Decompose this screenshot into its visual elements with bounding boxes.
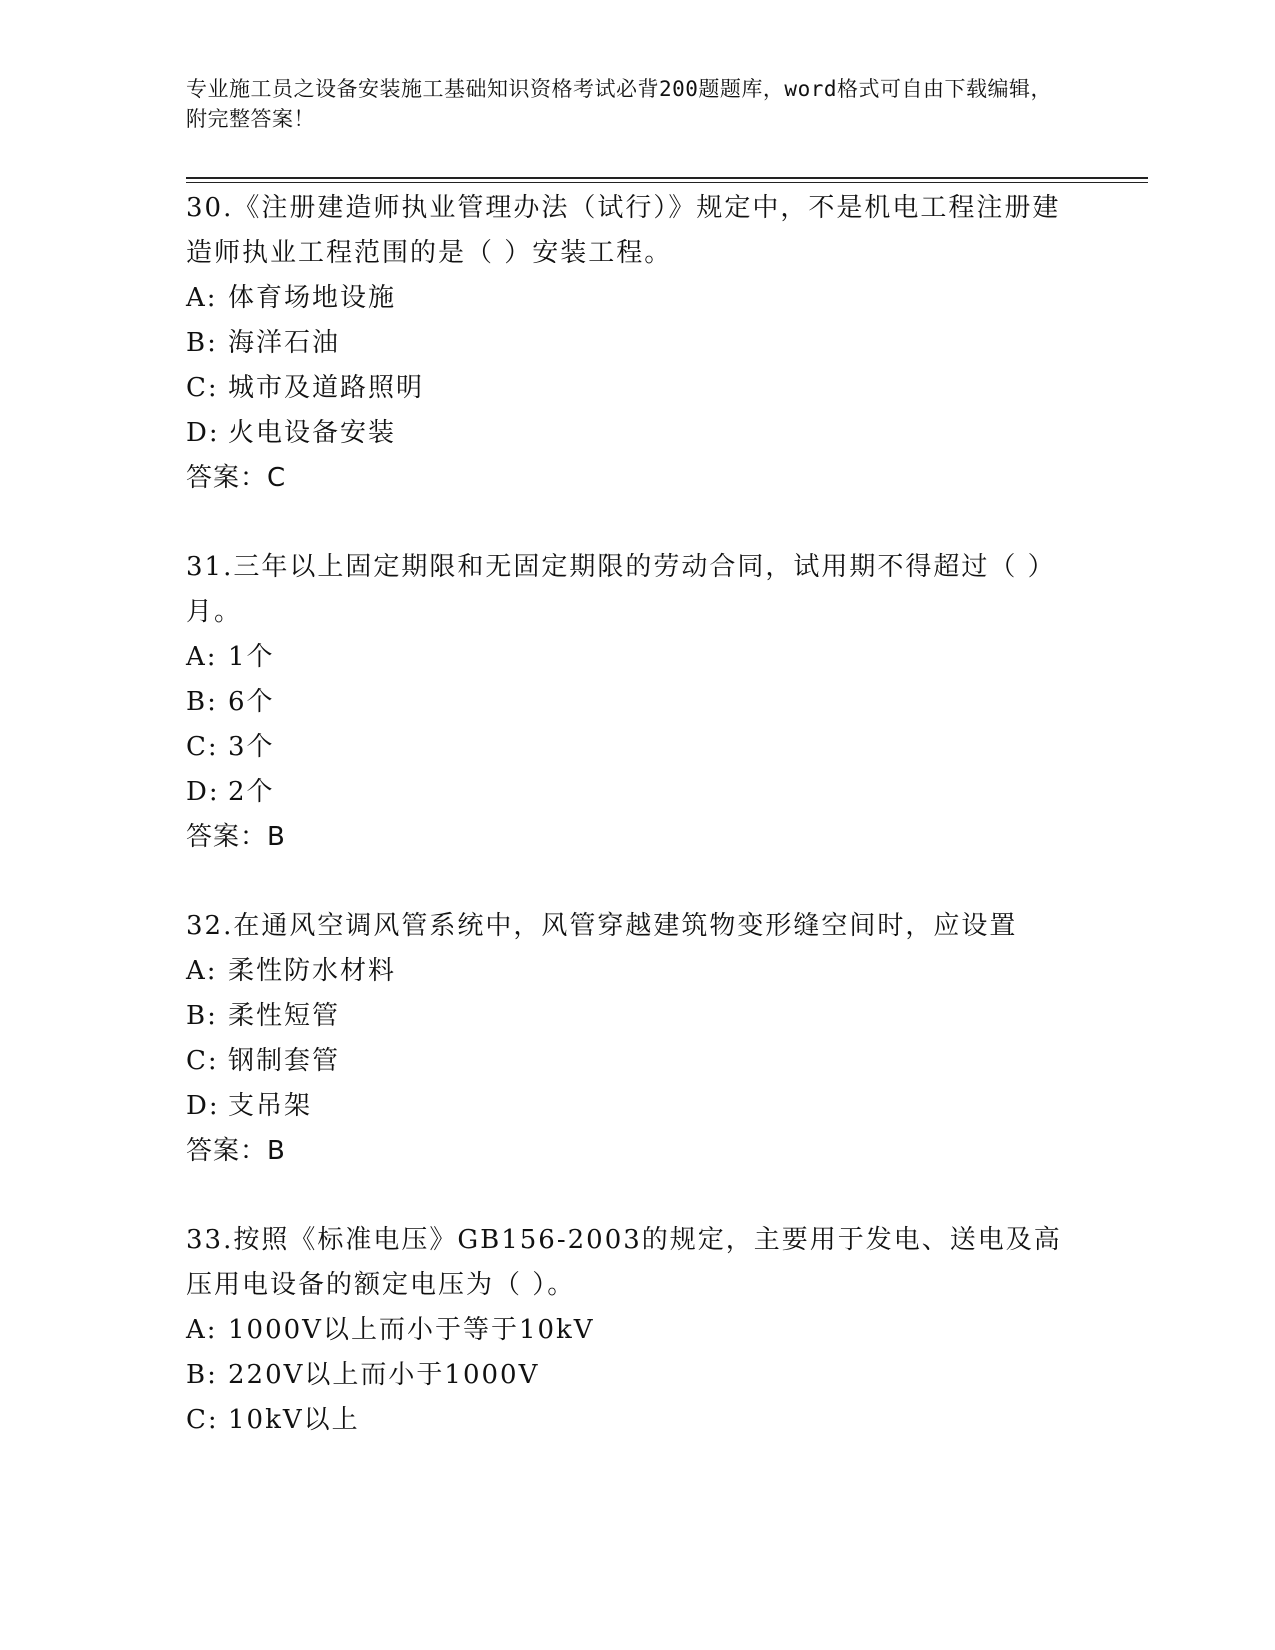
document-header: 专业施工员之设备安装施工基础知识资格考试必背200题题库，word格式可自由下载编辑，附完整答案！ (186, 77, 1052, 131)
option-letter: D: (186, 1091, 220, 1121)
option-text: 火电设备安装 (228, 418, 397, 448)
answer: 答案：C (186, 463, 287, 493)
option-b (186, 1353, 1086, 1398)
option-text: 220V以上而小于1000V (228, 1360, 540, 1390)
header-divider-thick (186, 177, 1148, 179)
option-letter: B: (186, 1360, 218, 1390)
option-text: 柔性短管 (228, 1001, 341, 1031)
option-text: 6个 (228, 687, 275, 717)
question-31 (186, 545, 1086, 860)
option-letter: B: (186, 1001, 218, 1031)
option-c (186, 366, 1086, 411)
option-letter: B: (186, 687, 218, 717)
question-stem: 32.在通风空调风管系统中，风管穿越建筑物变形缝空间时，应设置 (186, 911, 1018, 941)
option-d (186, 411, 1086, 456)
option-text: 海洋石油 (228, 328, 341, 358)
question-stem: 30.《注册建造师执业管理办法（试行）》规定中，不是机电工程注册建造师执业工程范围的是（ ）安装工程。 (186, 193, 1061, 268)
option-letter: C: (186, 1405, 219, 1435)
question-stem: 31.三年以上固定期限和无固定期限的劳动合同，试用期不得超过（ ）月。 (186, 552, 1056, 627)
option-c (186, 1039, 1086, 1084)
option-a (186, 276, 1086, 321)
option-c (186, 725, 1086, 770)
option-letter: B: (186, 328, 218, 358)
option-letter: C: (186, 732, 219, 762)
question-30 (186, 186, 1086, 501)
option-text: 支吊架 (228, 1091, 313, 1121)
option-a (186, 949, 1086, 994)
option-b (186, 994, 1086, 1039)
option-letter: A: (186, 642, 218, 672)
option-d (186, 770, 1086, 815)
option-a (186, 635, 1086, 680)
option-b (186, 321, 1086, 366)
question-33 (186, 1218, 1086, 1443)
option-letter: D: (186, 418, 220, 448)
answer: 答案：B (186, 822, 286, 852)
answer: 答案：B (186, 1136, 286, 1166)
header-divider-thin (186, 182, 1148, 183)
option-text: 3个 (228, 732, 275, 762)
option-text: 1个 (228, 642, 275, 672)
option-text: 2个 (228, 777, 275, 807)
option-c (186, 1398, 1086, 1443)
option-text: 1000V以上而小于等于10kV (228, 1315, 595, 1345)
option-text: 钢制套管 (228, 1046, 341, 1076)
option-letter: C: (186, 1046, 219, 1076)
option-text: 柔性防水材料 (228, 956, 397, 986)
option-letter: C: (186, 373, 219, 403)
option-d (186, 1084, 1086, 1129)
option-text: 10kV以上 (228, 1405, 360, 1435)
option-letter: D: (186, 777, 220, 807)
option-text: 体育场地设施 (228, 283, 397, 313)
option-letter: A: (186, 956, 218, 986)
question-32 (186, 904, 1086, 1174)
option-letter: A: (186, 1315, 218, 1345)
option-b (186, 680, 1086, 725)
question-stem: 33.按照《标准电压》GB156-2003的规定，主要用于发电、送电及高压用电设备的额定电压为（ ）。 (186, 1225, 1062, 1300)
option-letter: A: (186, 283, 218, 313)
option-a (186, 1308, 1086, 1353)
option-text: 城市及道路照明 (228, 373, 425, 403)
